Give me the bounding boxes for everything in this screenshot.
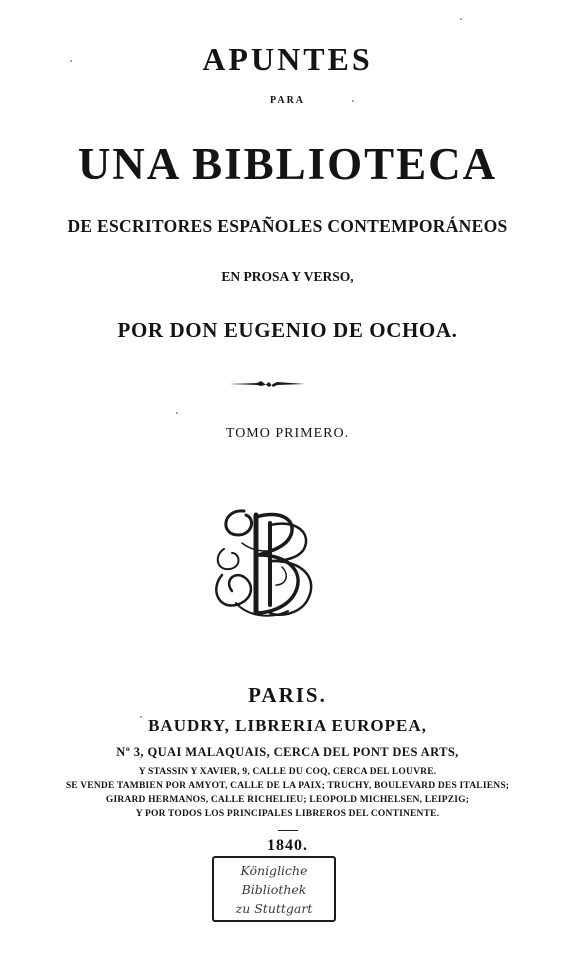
short-rule [278,830,298,831]
paper-speck [70,60,72,62]
subtitle: DE ESCRITORES ESPAÑOLES CONTEMPORÁNEOS [67,216,508,236]
stamp-line-3: zu Stuttgart [235,901,313,916]
stamp-line-1: Königliche [240,863,308,878]
sellers-line-1: SE VENDE TAMBIEN POR AMYOT, CALLE DE LA PAIX; TRUCHY, BOULEVARD DES ITALIENS; [65,781,510,791]
imprint-city: PARIS. [248,683,327,707]
sellers-line-3: Y POR TODOS LOS PRINCIPALES LIBREROS DEL CONTINENTE. [135,809,440,819]
stamp-line-2: Bibliothek [241,882,307,897]
author-line: POR DON EUGENIO DE OCHOA. [117,318,458,342]
publisher-address-2: Y STASSIN Y XAVIER, 9, CALLE DU COQ, CERCA DEL LOUVRE. [138,767,437,777]
bb-monogram-icon [212,505,322,623]
para-word: PARA [269,95,306,106]
publication-year: 1840. [267,837,308,854]
main-title: UNA BIBLIOTECA [77,139,498,189]
genre-line: EN PROSA Y VERSO, [221,269,354,284]
paper-speck [460,18,462,20]
publisher-address: Nº 3, QUAI MALAQUAIS, CERCA DEL PONT DES ARTS, [116,745,459,759]
paper-speck [176,412,178,414]
book-title: APUNTES [202,41,373,77]
paper-speck [140,716,142,718]
publisher-name: BAUDRY, LIBRERIA EUROPEA, [148,716,427,735]
volume-line: TOMO PRIMERO. [225,426,350,441]
library-stamp [212,856,336,922]
sellers-line-2: GIRARD HERMANOS, CALLE RICHELIEU; LEOPOLD MICHELSEN, LEIPZIG; [105,795,470,805]
ornamental-rule [229,379,305,389]
paper-speck [352,100,354,102]
